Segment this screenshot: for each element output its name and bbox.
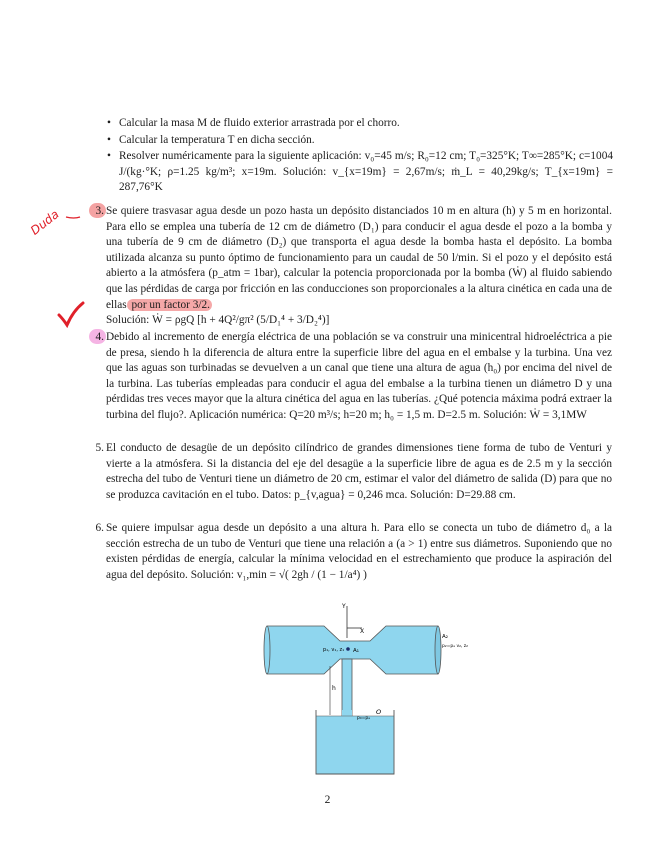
problem-5: [90, 441, 612, 503]
problem-text: Se quiere impulsar agua desde un depósito a una altura h. Para ello se conecta un tubo de diámetro d₀ a la sección estrecha de un tubo de Venturi que tiene una relación a (a > 1) entre sus diámetros. Suponiendo que no existen pérdidas de energía, calcular la mínima velocidad en el estrechamiento que produce la aspiración del agua del depósito.: [106, 522, 612, 581]
margin-annotation: [22, 196, 86, 240]
problem-solution: Solución: Ẇ = ρgQ [h + 4Q²/gπ² (5/D₁⁴ + 3/D₂⁴)]: [106, 314, 330, 327]
problem-text: Debido al incremento de energía eléctrica de una población se va construir una minicentral hidroeléctrica a pie de presa, siendo h la diferencia de altura entre la superficie libre del agua en el embalse y la turbina. Una vez que las aguas son turbinadas se devuelven a un canal que tiene una altura de agua (h₀) por encima del nivel de la turbina. Las tuberías empleadas para conducir el agua del embalse a la turbina tienen un diámetro D y una pérdidas tres veces mayor que la altura cinética del agua en las tuberías. ¿Qué potencia máxima podrá extraer la turbina del flujo?. Aplicación numérica: Q=20 m³/s; h=20 m; h₀ = 1,5 m. D=2.5 m. Solución: Ẇ = 3,1MW: [106, 331, 612, 421]
check-mark-icon: [56, 300, 86, 328]
problem-number: 5.: [95, 442, 104, 454]
point-1: [346, 647, 350, 651]
bullet-list: [105, 116, 613, 197]
problem-6: [90, 521, 612, 583]
page-number: 2: [324, 794, 331, 806]
point-1-label: p₁, v₁, z₁: [323, 647, 345, 653]
bullet-item: • Calcular la temperatura T en dicha sección.: [105, 133, 613, 149]
axis-x-label: X: [360, 628, 365, 635]
surface-pressure-label: p₀=pₐ: [357, 716, 371, 721]
problem-number: 6.: [95, 522, 104, 534]
problem-solution: Solución: v₁,min = √( 2gh / (1 − 1/a⁴) ): [190, 568, 367, 581]
bullet-item: • Calcular la masa M de fluido exterior arrastrada por el chorro.: [105, 116, 613, 132]
problem-text: El conducto de desagüe de un depósito cilíndrico de grandes dimensiones tiene forma de tubo de Venturi y vierte a la atmósfera. Si la distancia del eje del desagüe a la superficie libre de agua es de 2.5 m y la sección estrecha del tubo de Venturi tiene un diámetro de 20 cm, estimar el valor del diámetro de salida (D) para que no se produzca cavitación en el tubo. Datos: p_{v,agua} = 0,246 mca. Solución: D=29.88 cm.: [106, 442, 612, 501]
problem-4: [90, 330, 612, 424]
axis-y-label: Y: [342, 603, 346, 610]
problem-number: 3.: [90, 204, 104, 220]
height-label: h: [332, 685, 336, 692]
outlet-label: p₂=pₐ v₂, z₂: [442, 644, 468, 649]
tank-water: [317, 716, 394, 774]
problem-3: [90, 204, 612, 329]
highlighted-text: por un factor 3/2.: [128, 298, 210, 311]
a2-label: A₂: [442, 634, 448, 640]
origin-label: O: [376, 708, 382, 716]
margin-note-duda: Duda: [27, 207, 62, 238]
a1-label: A₁: [353, 648, 359, 654]
problem-number: 4.: [90, 330, 104, 346]
problem-text: Se quiere trasvasar agua desde un pozo hasta un depósito distanciados 10 m en altura (h) y 5 m en horizontal. Para ello se emplea una tubería de 12 cm de diámetro (D₁) para conducir el agua desde el pozo a la bomba y una tubería de 9 cm de diámetro (D₂) que transporta el agua desde la bomba hasta el depósito. La bomba utilizada alcanza su punto óptimo de funcionamiento para un caudal de 50 l/min. Si el pozo y el depósito está abierto a la atmósfera (p_atm = 1bar), calcular la potencia proporcionada por la bomba (Ẇ) al fluido sabiendo que las pérdidas de carga por fricción en las conducciones son proporcionales a la altura cinética en cada una de ellas: [106, 205, 612, 311]
bullet-item: • Resolver numéricamente para la siguiente aplicación: v₀=45 m/s; R₀=12 cm; T₀=325°K; T∞=285°K; c=1004 J/(kg·°K; ρ=1.25 kg/m³; x=19m. Solución: v_{x=19m} = 2,67m/s; ṁ_L = 40,29kg/s; T_{x=19m} = 287,76°K: [105, 149, 613, 196]
venturi-figure: [262, 598, 472, 778]
